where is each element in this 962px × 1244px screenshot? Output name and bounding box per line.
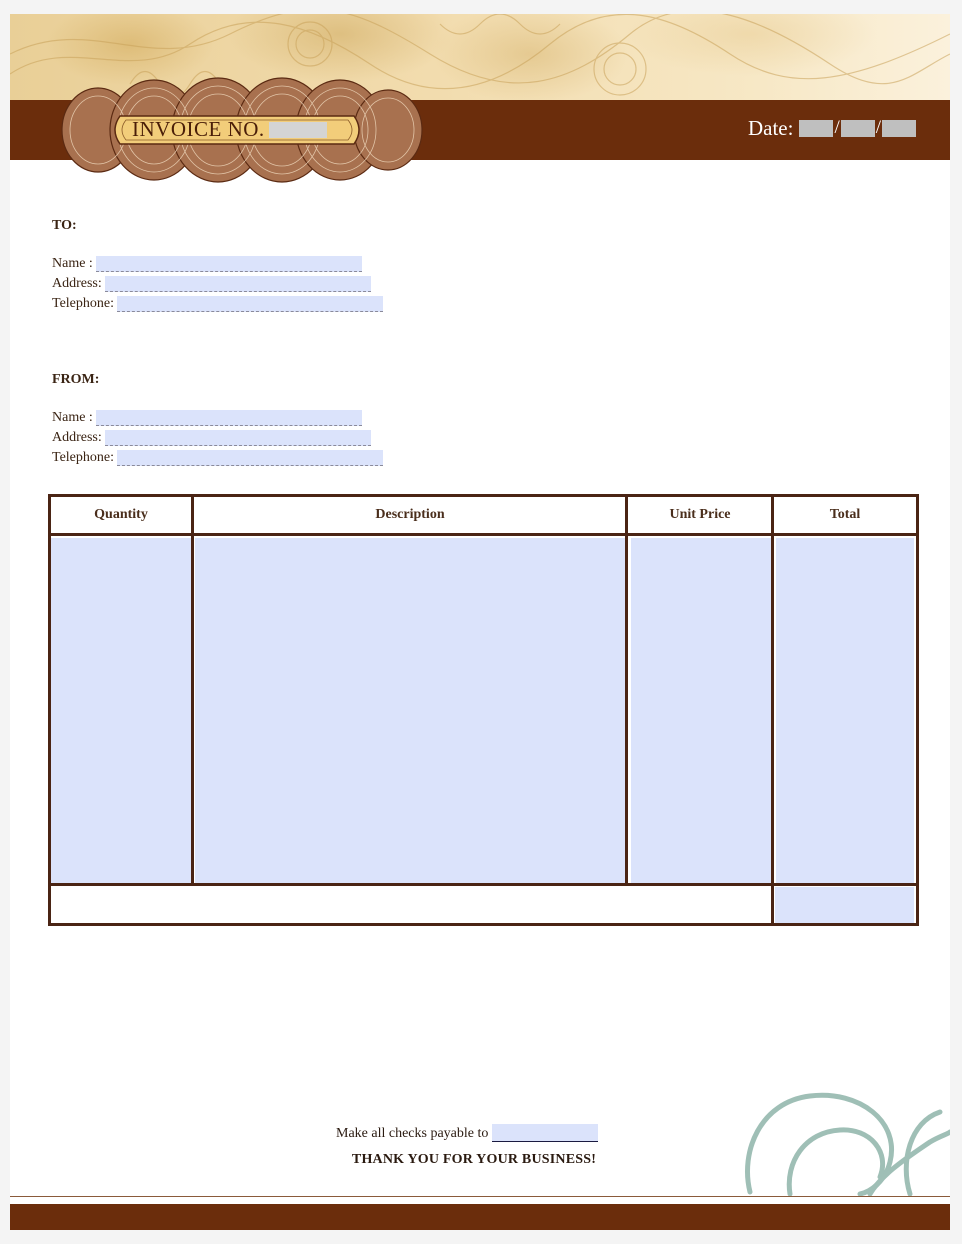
invoice-page — [10, 14, 950, 1230]
from-telephone-row — [52, 448, 383, 466]
date-year-field[interactable] — [882, 120, 916, 137]
to-telephone-label: Telephone: — [52, 296, 114, 311]
to-name-row — [52, 254, 362, 272]
column-header-quantity: Quantity — [94, 507, 148, 522]
to-address-row — [52, 274, 371, 292]
to-address-label: Address: — [52, 276, 102, 291]
to-name-field[interactable] — [96, 256, 362, 272]
column-header-total: Total — [829, 507, 861, 522]
checks-payable-row — [336, 1122, 598, 1142]
column-divider — [625, 494, 628, 884]
to-telephone-field[interactable] — [117, 296, 383, 312]
date-label: Date: — [747, 115, 794, 140]
to-telephone-row — [52, 294, 383, 312]
quantity-field[interactable] — [51, 538, 191, 883]
date-separator: / — [834, 117, 840, 138]
invoice-number-plate — [120, 113, 358, 145]
from-telephone-label: Telephone: — [52, 450, 114, 465]
payee-field[interactable] — [492, 1124, 598, 1142]
unit-price-field[interactable] — [631, 538, 771, 883]
from-address-row — [52, 428, 371, 446]
from-name-row — [52, 408, 362, 426]
footer-rule — [10, 1196, 950, 1197]
items-table — [48, 494, 919, 926]
grand-total-field[interactable] — [775, 887, 914, 923]
totals-divider — [48, 883, 919, 886]
swirl-ornament-icon — [730, 1082, 950, 1200]
checks-payable-text: Make all checks payable to — [336, 1126, 489, 1141]
from-title: FROM: — [52, 372, 100, 387]
date-day-field[interactable] — [841, 120, 875, 137]
from-name-label: Name : — [52, 410, 93, 425]
from-address-field[interactable] — [105, 430, 371, 446]
column-divider — [191, 494, 194, 884]
from-telephone-field[interactable] — [117, 450, 383, 466]
to-name-label: Name : — [52, 256, 93, 271]
invoice-number-seal — [58, 76, 424, 184]
total-field[interactable] — [776, 538, 914, 883]
from-address-label: Address: — [52, 430, 102, 445]
to-address-field[interactable] — [105, 276, 371, 292]
description-field[interactable] — [195, 538, 625, 883]
column-header-description: Description — [375, 507, 445, 522]
invoice-number-field[interactable] — [269, 122, 327, 138]
from-name-field[interactable] — [96, 410, 362, 426]
date-separator: / — [875, 117, 881, 138]
header-divider — [48, 533, 919, 536]
date-month-field[interactable] — [799, 120, 833, 137]
to-title: TO: — [52, 218, 77, 233]
thank-you-text: THANK YOU FOR YOUR BUSINESS! — [351, 1152, 597, 1167]
column-header-unit-price: Unit Price — [669, 507, 731, 522]
date-group — [748, 113, 916, 143]
invoice-number-label: INVOICE NO. — [132, 116, 265, 141]
footer-bar — [10, 1204, 950, 1230]
column-divider — [771, 494, 774, 926]
